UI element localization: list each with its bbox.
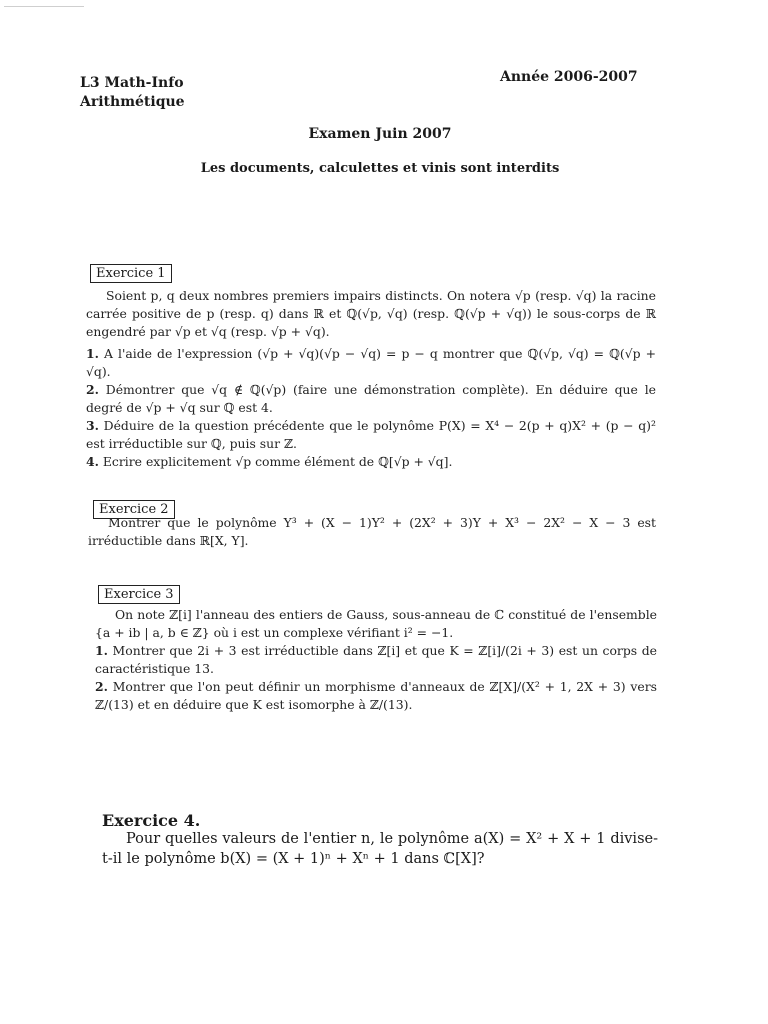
course-name: Arithmétique [80, 94, 185, 110]
exercise-2-body [88, 514, 656, 550]
exercise-2-label: Exercice 2 [93, 500, 175, 519]
exercise-3-intro: On note ℤ[i] l'anneau des entiers de Gauss, sous-anneau de ℂ constitué de l'ensemble {a + ib | a, b ∈ ℤ} où i est un complexe vérifiant i² = −1. [95, 607, 657, 640]
exercise-1-question-1 [86, 345, 656, 381]
question-text: Montrer que l'on peut définir un morphisme d'anneaux de ℤ[X]/(X² + 1, 2X + 3) vers ℤ/(13) et en déduire que K est isomorphe à ℤ/(13). [95, 679, 657, 712]
exercise-4-text: Pour quelles valeurs de l'entier n, le polynôme a(X) = X² + X + 1 divise-t-il le polynôme b(X) = (X + 1)ⁿ + Xⁿ + 1 dans ℂ[X]? [102, 831, 658, 867]
exercise-3-body [95, 606, 657, 714]
question-number: 3. [86, 418, 99, 433]
exercise-1-question-2 [86, 381, 656, 417]
academic-year: Année 2006-2007 [500, 69, 638, 85]
question-number: 2. [86, 382, 99, 397]
exercise-3-label: Exercice 3 [98, 585, 180, 604]
question-number: 1. [95, 643, 108, 658]
question-number: 4. [86, 454, 99, 469]
exercise-1-body [86, 287, 656, 471]
question-number: 1. [86, 346, 99, 361]
question-number: 2. [95, 679, 108, 694]
question-text: A l'aide de l'expression (√p + √q)(√p − √q) = p − q montrer que ℚ(√p, √q) = ℚ(√p + √q). [86, 346, 656, 379]
exam-title: Examen Juin 2007 [308, 126, 452, 142]
exercise-1-intro: Soient p, q deux nombres premiers impairs distincts. On notera √p (resp. √q) la racine carrée positive de p (resp. q) dans ℝ et ℚ(√p, √q) (resp. ℚ(√p + √q)) le sous-corps de ℝ engendré par √p et √q (resp. √p + √q). [86, 288, 656, 339]
exercise-3-question-1 [95, 642, 657, 678]
exercise-1-label-box [90, 262, 172, 283]
exercise-3-label-box [98, 583, 180, 604]
exercise-3-question-2 [95, 678, 657, 714]
question-text: Ecrire explicitement √p comme élément de ℚ[√p + √q]. [102, 454, 453, 469]
question-text: Montrer que 2i + 3 est irréductible dans ℤ[i] et que K = ℤ[i]/(2i + 3) est un corps de caractéristique 13. [95, 643, 657, 676]
scan-artifact [4, 6, 84, 7]
exercise-1-label: Exercice 1 [90, 264, 172, 283]
exercise-2-text: Montrer que le polynôme Y³ + (X − 1)Y² + (2X² + 3)Y + X³ − 2X² − X − 3 est irréductible dans ℝ[X, Y]. [88, 515, 656, 548]
course-level: L3 Math-Info [80, 75, 184, 91]
exam-rules: Les documents, calculettes et vinis sont interdits [200, 161, 560, 176]
exercise-4-label: Exercice 4. [102, 811, 201, 830]
exercise-1-question-4 [86, 453, 656, 471]
question-text: Démontrer que √q ∉ ℚ(√p) (faire une démonstration complète). En déduire que le degré de √p + √q sur ℚ est 4. [86, 382, 656, 415]
header-left [80, 74, 185, 112]
exercise-1-question-3 [86, 417, 656, 453]
question-text: Déduire de la question précédente que le polynôme P(X) = X⁴ − 2(p + q)X² + (p − q)² est irréductible sur ℚ, puis sur ℤ. [86, 418, 656, 451]
